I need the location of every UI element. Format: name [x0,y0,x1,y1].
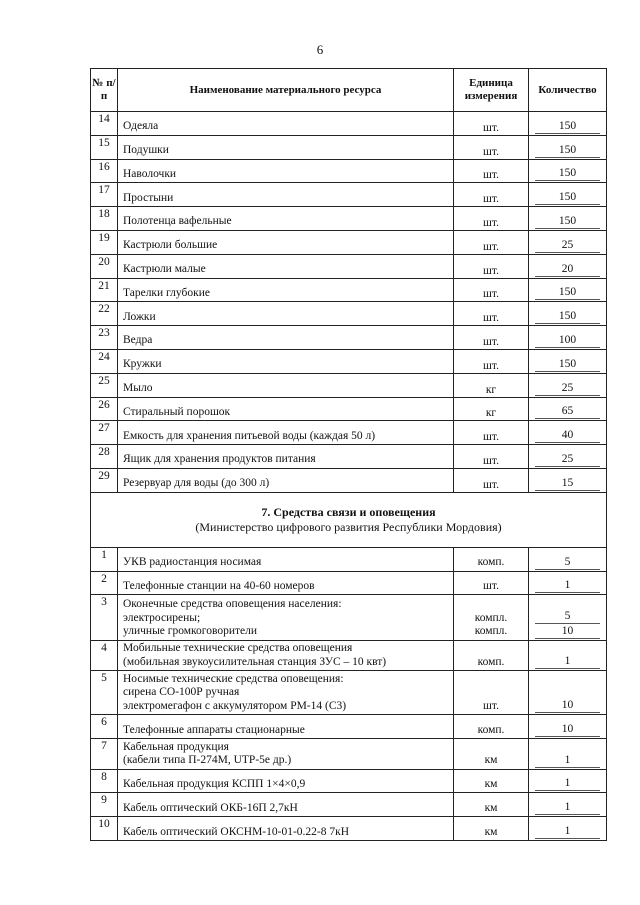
row-name-line: Телефонные станции на 40-60 номеров [123,579,315,592]
row-name [118,547,454,571]
row-qty-cell [529,302,607,326]
row-qty-cell [529,135,607,159]
row-qty: 10 [535,698,600,713]
row-name: Кастрюли большие [118,230,454,254]
section-cell [91,492,607,547]
row-number: 29 [91,468,118,492]
row-qty-cell [529,278,607,302]
row-number: 26 [91,397,118,421]
table-row [91,595,607,641]
row-qty [535,671,600,685]
row-qty: 1 [535,776,600,791]
row-qty: 1 [535,578,600,593]
row-name: Резервуар для воды (до 300 л) [118,468,454,492]
row-unit-line: км [484,825,498,838]
row-name [118,671,454,715]
row-name-line: сирена СО-100Р ручная [123,686,240,699]
row-unit-line: компл. [474,611,508,624]
row-qty-cell [529,159,607,183]
row-qty: 25 [535,452,600,467]
row-number: 6 [91,715,118,739]
row-unit: шт. [454,326,529,350]
row-unit: шт. [454,112,529,136]
row-name: Полотенца вафельные [118,207,454,231]
table-row [91,739,607,770]
row-unit-line: комп. [477,655,505,668]
header-unit: Единица измерения [454,69,529,112]
row-unit-line: км [484,801,498,814]
row-name [118,571,454,595]
row-unit-line [454,673,528,687]
row-unit-line: комп. [477,723,505,736]
row-name: Мыло [118,373,454,397]
row-number: 22 [91,302,118,326]
row-number: 25 [91,373,118,397]
table-row [91,397,607,421]
row-name: Наволочки [118,159,454,183]
row-unit: шт. [454,254,529,278]
row-unit [454,671,529,715]
row-name: Ведра [118,326,454,350]
row-unit: шт. [454,302,529,326]
row-number: 14 [91,112,118,136]
row-qty: 20 [535,262,600,277]
row-name [118,769,454,793]
row-qty-cell [529,254,607,278]
row-name: Ящик для хранения продуктов питания [118,445,454,469]
row-qty-cell [529,571,607,595]
row-number: 4 [91,640,118,671]
row-name: Тарелки глубокие [118,278,454,302]
row-number: 15 [91,135,118,159]
row-qty: 10 [535,624,600,639]
table-row [91,817,607,841]
section-row [91,492,607,547]
row-qty-cell [529,421,607,445]
row-qty-cell [529,183,607,207]
row-unit-line [454,598,528,612]
row-qty-cell [529,715,607,739]
table-row [91,326,607,350]
row-name: Простыни [118,183,454,207]
row-qty-cell [529,349,607,373]
table-row [91,571,607,595]
resource-table [90,68,607,841]
row-unit-line: км [484,754,498,767]
row-number: 20 [91,254,118,278]
row-qty-cell [529,769,607,793]
row-unit: шт. [454,159,529,183]
row-unit-line [454,686,528,700]
row-qty [535,595,600,609]
row-unit [454,793,529,817]
row-qty-cell [529,397,607,421]
row-qty: 5 [535,609,600,624]
row-name-line: электросирены; [123,611,201,624]
table-header-row [91,69,607,112]
row-qty-cell [529,112,607,136]
table-row [91,671,607,715]
row-qty-cell [529,207,607,231]
header-num: № п/п [91,69,118,112]
table-row [91,715,607,739]
row-name-line: Мобильные технические средства оповещения [123,642,353,655]
table-row [91,769,607,793]
row-name: Подушки [118,135,454,159]
table-row [91,135,607,159]
row-unit: шт. [454,421,529,445]
row-unit [454,595,529,641]
row-name: Емкость для хранения питьевой воды (каждая 50 л) [118,421,454,445]
row-name [118,793,454,817]
row-number: 8 [91,769,118,793]
row-qty: 1 [535,800,600,815]
row-qty: 40 [535,428,600,443]
row-unit: шт. [454,230,529,254]
row-qty: 10 [535,722,600,737]
row-qty: 150 [535,190,600,205]
row-name-line: электромегафон с аккумулятором РМ-14 (С3) [123,699,347,712]
row-unit-line: км [484,777,498,790]
row-qty-cell [529,468,607,492]
row-unit: шт. [454,135,529,159]
table-row [91,112,607,136]
row-qty: 150 [535,119,600,134]
row-qty: 25 [535,238,600,253]
table-row [91,445,607,469]
row-qty-cell [529,671,607,715]
table-row [91,640,607,671]
section-subtitle: (Министерство цифрового развития Республики Мордовия) [195,519,502,534]
row-qty-cell [529,230,607,254]
row-name: Кастрюли малые [118,254,454,278]
row-name [118,595,454,641]
table-row [91,373,607,397]
row-qty-cell [529,640,607,671]
row-qty: 5 [535,555,600,570]
row-unit [454,547,529,571]
row-unit [454,739,529,770]
row-unit [454,715,529,739]
table-row [91,278,607,302]
table-row [91,421,607,445]
row-unit: шт. [454,468,529,492]
row-unit: шт. [454,183,529,207]
row-name-line: Оконечные средства оповещения населения: [123,598,342,611]
row-number: 7 [91,739,118,770]
page-number: 6 [316,42,324,57]
row-unit [454,769,529,793]
table-body-communications [91,547,607,840]
row-name-line: (мобильная звукоусилительная станция ЗУС – 10 квт) [123,655,387,668]
row-name [118,715,454,739]
row-qty: 150 [535,309,600,324]
row-qty-cell [529,326,607,350]
table-row [91,207,607,231]
row-name-line: Носимые технические средства оповещения: [123,672,344,685]
row-number: 27 [91,421,118,445]
row-qty: 150 [535,143,600,158]
table-row [91,793,607,817]
row-name-line: уличные громкоговорители [123,625,258,638]
row-qty [535,641,600,655]
row-number: 3 [91,595,118,641]
row-qty [535,739,600,753]
table-row [91,547,607,571]
row-unit: шт. [454,445,529,469]
row-unit: шт. [454,207,529,231]
row-name: Ложки [118,302,454,326]
row-number: 17 [91,183,118,207]
row-qty-cell [529,445,607,469]
row-unit [454,640,529,671]
row-name-line: (кабели типа П-274М, UTP-5е др.) [123,754,292,767]
table-body-household [91,112,607,493]
row-qty-cell [529,547,607,571]
row-unit [454,571,529,595]
row-number: 24 [91,349,118,373]
row-number: 9 [91,793,118,817]
row-name: Кружки [118,349,454,373]
row-qty: 150 [535,166,600,181]
row-number: 10 [91,817,118,841]
row-name-line: Кабельная продукция [123,740,229,753]
row-unit: шт. [454,278,529,302]
table-section [91,492,607,547]
header-name: Наименование материального ресурса [118,69,454,112]
row-unit [454,817,529,841]
row-name-line: УКВ радиостанция носимая [123,556,262,569]
row-number: 28 [91,445,118,469]
row-name-line: Кабельная продукция КСПП 1×4×0,9 [123,777,306,790]
row-qty: 150 [535,214,600,229]
row-unit: шт. [454,349,529,373]
row-unit: кг [454,397,529,421]
row-qty: 100 [535,333,600,348]
table-row [91,302,607,326]
row-unit-line: компл. [474,625,508,638]
row-unit-line: шт. [483,699,499,712]
table-row [91,468,607,492]
row-number: 2 [91,571,118,595]
row-number: 19 [91,230,118,254]
row-number: 23 [91,326,118,350]
row-unit-line [454,642,528,656]
row-qty: 1 [535,753,600,768]
row-unit-line: шт. [483,579,499,592]
row-name: Одеяла [118,112,454,136]
row-name-line: Телефонные аппараты стационарные [123,723,305,736]
row-qty: 150 [535,357,600,372]
row-unit: кг [454,373,529,397]
row-qty: 1 [535,824,600,839]
row-unit-line [454,741,528,755]
row-qty: 150 [535,285,600,300]
row-qty-cell [529,595,607,641]
row-number: 18 [91,207,118,231]
row-qty: 25 [535,381,600,396]
row-number: 1 [91,547,118,571]
row-number: 21 [91,278,118,302]
row-qty-cell [529,793,607,817]
row-name-line: Кабель оптический ОКБ-16П 2,7кН [123,801,298,814]
table-row [91,159,607,183]
table-row [91,349,607,373]
row-name-line: Кабель оптический ОКСНМ-10-01-0.22-8 7кН [123,825,350,838]
table-row [91,254,607,278]
row-qty-cell [529,373,607,397]
row-qty: 15 [535,476,600,491]
section-title: 7. Средства связи и оповещения [261,504,436,519]
row-qty-cell [529,739,607,770]
table-row [91,183,607,207]
row-qty [535,685,600,699]
row-qty: 65 [535,404,600,419]
row-qty: 1 [535,654,600,669]
row-number: 16 [91,159,118,183]
table-row [91,230,607,254]
row-name [118,739,454,770]
row-name [118,817,454,841]
row-qty-cell [529,817,607,841]
row-unit-line: комп. [477,556,505,569]
header-qty: Количество [529,69,607,112]
row-name: Стиральный порошок [118,397,454,421]
row-number: 5 [91,671,118,715]
row-name [118,640,454,671]
